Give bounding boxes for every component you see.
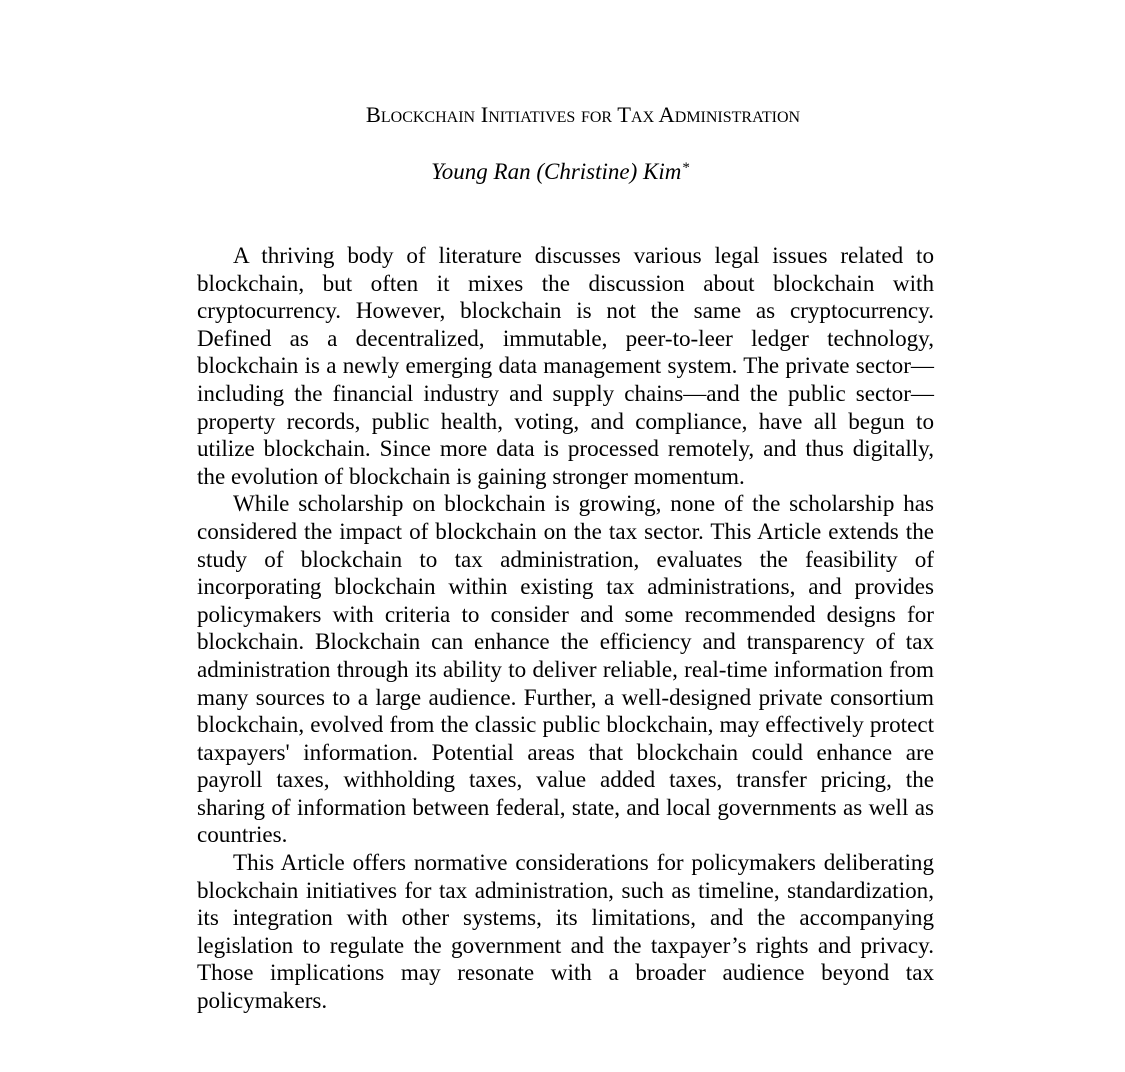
abstract-paragraph-2: While scholarship on blockchain is growing, none of the scholarship has considered the impact of blockchain on the tax sector. This Article extends the study of blockchain to tax administration, evaluates the feasibility of incorporating blockchain within existing tax administrations, and provides policymakers with criteria to consider and some recommended designs for blockchain. Blockchain can enhance the efficiency and transparency of tax administration through its ability to deliver reliable, real-time information from many sources to a large audience. Further, a well-designed private consortium blockchain, evolved from the classic public blockchain, may effectively protect taxpayers' information. Potential areas that blockchain could enhance are payroll taxes, withholding taxes, value added taxes, transfer pricing, the sharing of information between federal, state, and local governments as well as countries. xyxy=(197,490,934,848)
author-name: Young Ran (Christine) Kim xyxy=(431,159,682,184)
author-footnote-mark: * xyxy=(682,160,690,176)
abstract-paragraph-3: This Article offers normative considerations for policymakers deliberating blockchain initiatives for tax administration, such as timeline, standardization, its integration with other systems, its limitations, and the accompanying legislation to regulate the government and the taxpayer’s rights and privacy. Those implications may resonate with a broader audience beyond tax policymakers. xyxy=(197,849,934,1014)
abstract-paragraph-1: A thriving body of literature discusses various legal issues related to blockchain, but often it mixes the discussion about blockchain with cryptocurrency. However, blockchain is not the same as cryptocurrency. Defined as a decentralized, immutable, peer-to-leer ledger technology, blockchain is a newly emerging data management system. The private sector—including the financial industry and supply chains—and the public sector—property records, public health, voting, and compliance, have all begun to utilize blockchain. Since more data is processed remotely, and thus digitally, the evolution of blockchain is gaining stronger momentum. xyxy=(197,242,934,489)
paper-title: Blockchain Initiatives for Tax Administration xyxy=(365,102,801,127)
abstract xyxy=(197,242,934,1015)
paper-author xyxy=(0,158,1120,186)
